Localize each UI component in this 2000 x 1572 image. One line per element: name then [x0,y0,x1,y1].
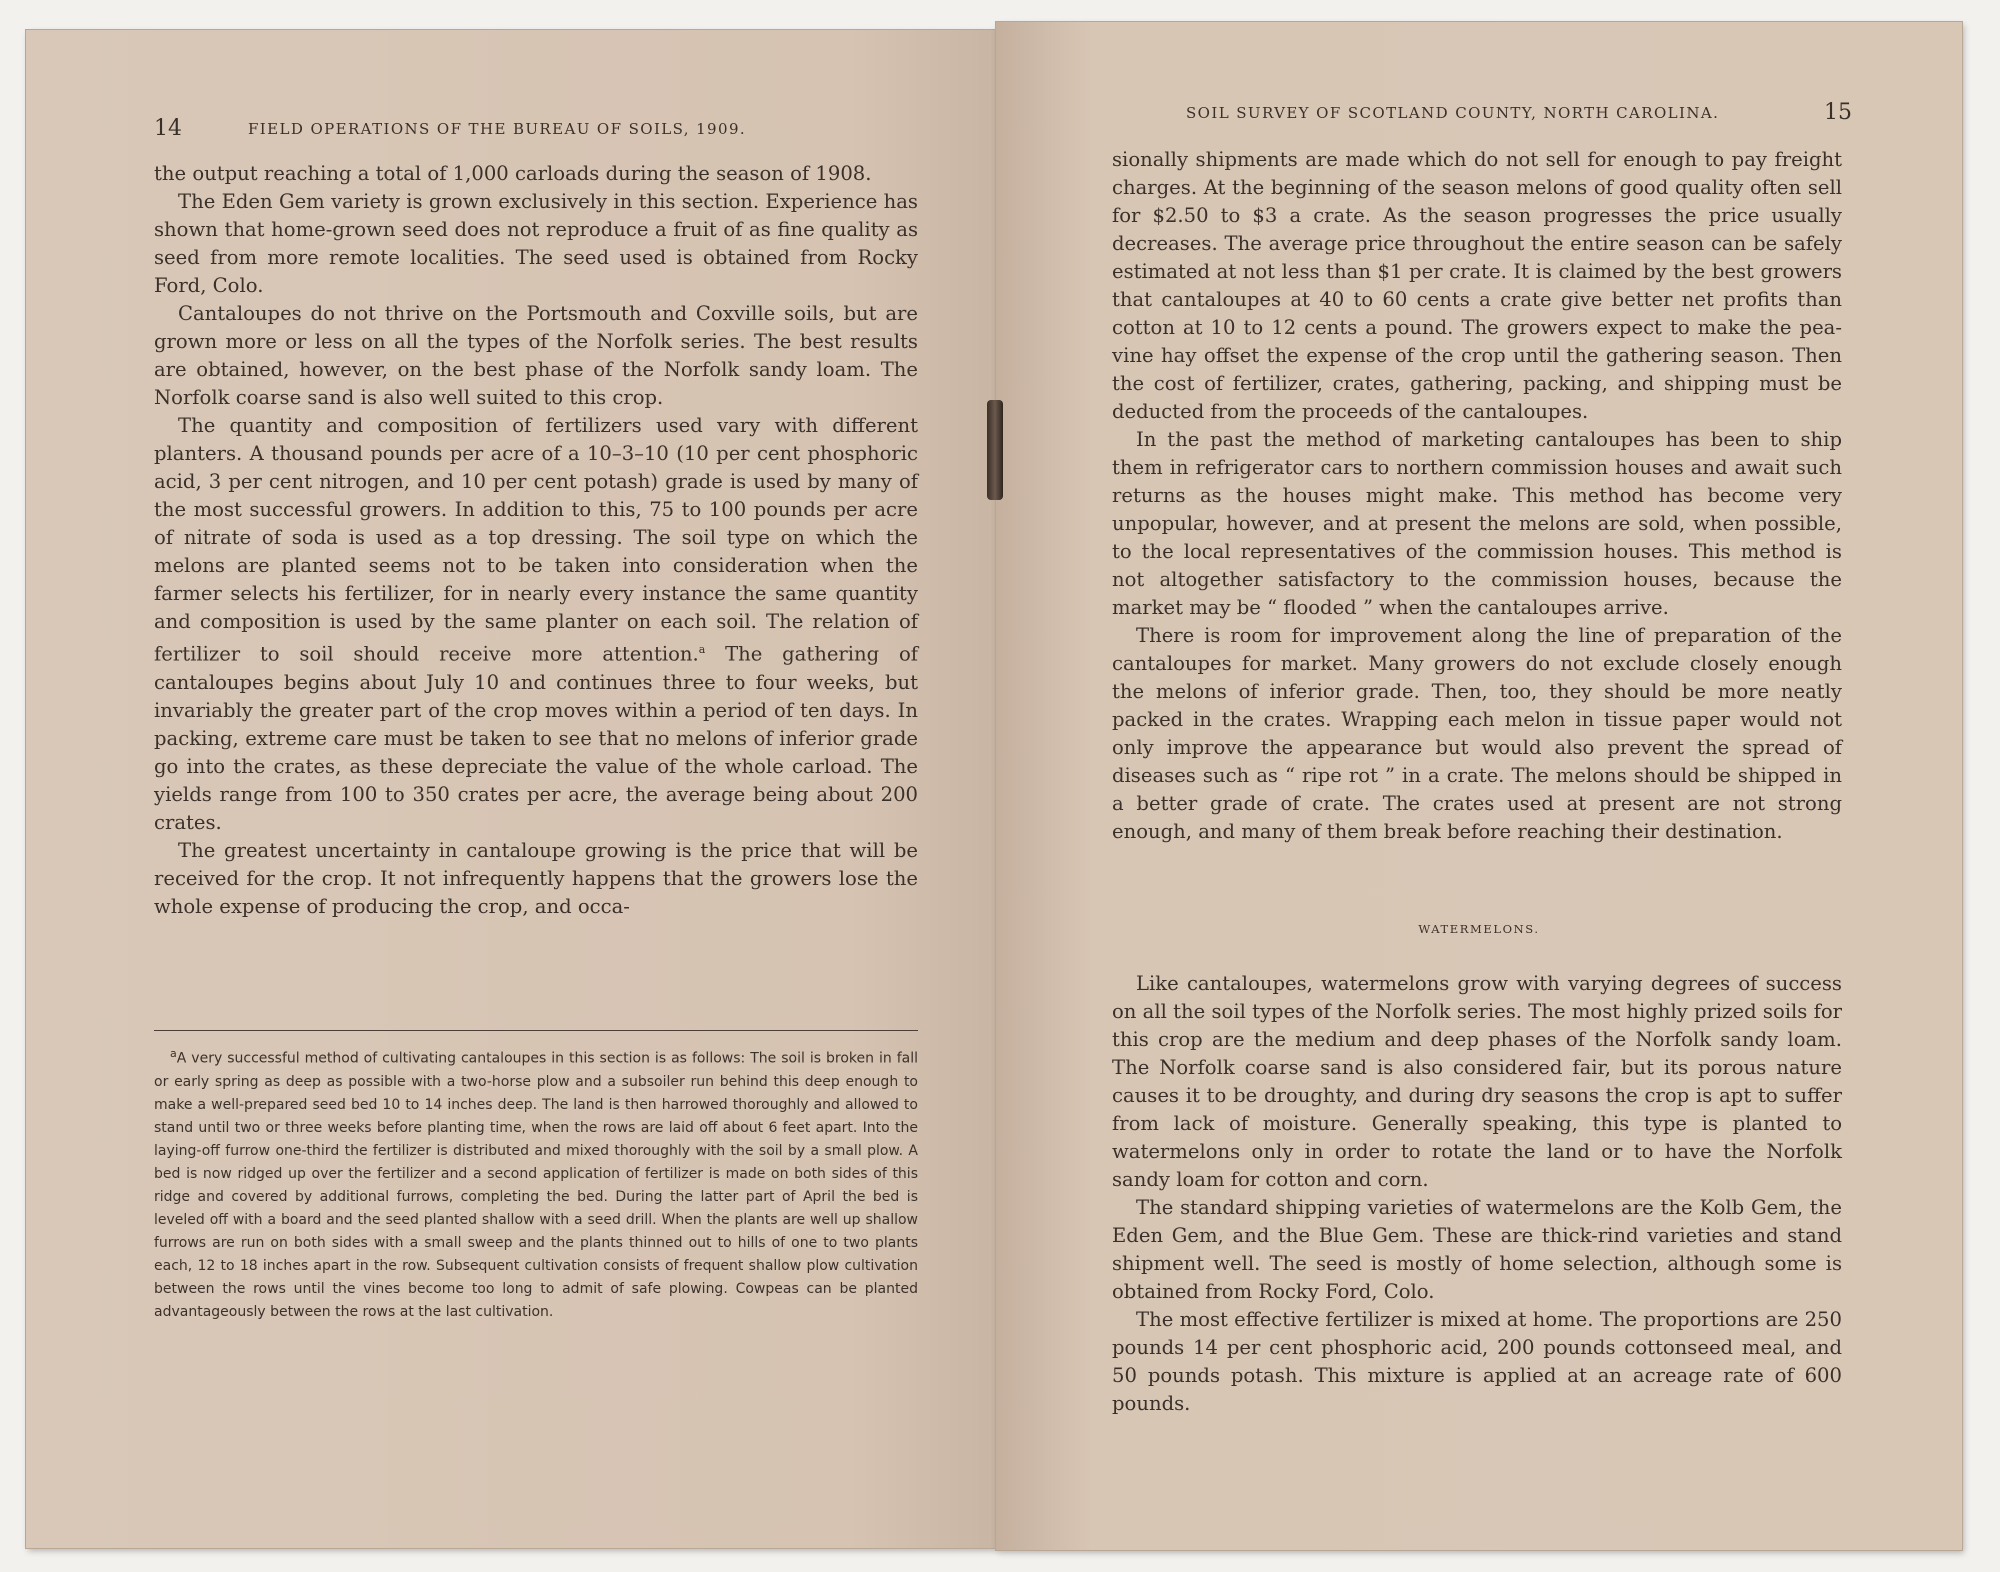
right-page-number: 15 [1824,100,1852,125]
left-running-title: FIELD OPERATIONS OF THE BUREAU OF SOILS, 1909. [248,120,747,138]
left-paragraph-2: The Eden Gem variety is grown exclusively in this section. Experience has shown that home-grown seed does not reproduce a fruit of as fine quality as seed from more remote localities. The seed used is obtained from Rocky Ford, Colo. [154,190,918,297]
right-running-title: SOIL SURVEY OF SCOTLAND COUNTY, NORTH CAROLINA. [1186,104,1720,122]
right-paragraph-4: Like cantaloupes, watermelons grow with varying degrees of success on all the soil types of the Norfolk series. The most highly prized soils for this crop are the medium and deep phases of the Norfolk sandy loam. The Norfolk coarse sand is also considered fair, but its porous nature causes it to be droughty, and during dry seasons the crop is apt to suffer from lack of moisture. Generally speaking, this type is planted to watermelons only in order to rotate the land or to have the Norfolk sandy loam for cotton and corn. [1112,972,1842,1191]
right-paragraph-6: The most effective fertilizer is mixed at home. The proportions are 250 pounds 14 per cent phosphoric acid, 200 pounds cottonseed meal, and 50 pounds potash. This mixture is applied at an acreage rate of 600 pounds. [1112,1308,1842,1415]
left-body [154,160,918,921]
footnote-text: A very successful method of cultivating cantaloupes in this section is as follows: The soil is broken in fall or early spring as deep as possible with a two-horse plow and a subsoiler run behind this deep enough to make a well-prepared seed bed 10 to 14 inches deep. The land is then harrowed thoroughly and allowed to stand until two or three weeks before planting time, when the rows are laid off about 6 feet apart. Into the laying-off furrow one-third the fertilizer is distributed and mixed thoroughly with the soil by a small plow. A bed is now ridged up over the fertilizer and a second application of fertilizer is made on both sides of this ridge and covered by additional furrows, completing the bed. During the latter part of April the bed is leveled off with a board and the seed planted shallow with a seed drill. When the plants are well up shallow furrows are run on both sides with a small sweep and the plants thinned out to hills of one to two plants each, 12 to 18 inches apart in the row. Subsequent cultivation consists of frequent shallow plow cultivation between the rows until the vines become too long to admit of safe plowing. Cowpeas can be planted advantageously between the rows at the last cultivation. [154,1050,918,1320]
right-paragraph-5: The standard shipping varieties of watermelons are the Kolb Gem, the Eden Gem, and the Blue Gem. These are thick-rind varieties and stand shipment well. The seed is mostly of home selection, although some is obtained from Rocky Ford, Colo. [1112,1196,1842,1303]
footnote-rule [154,1030,918,1031]
right-paragraph-3: There is room for improvement along the line of preparation of the cantaloupes for market. Many growers do not exclude closely enough the melons of inferior grade. Then, too, they should be more neatly packed in the crates. Wrapping each melon in tissue paper would not only improve the appearance but would also prevent the spread of diseases such as “ ripe rot ” in a crate. The melons should be shipped in a better grade of crate. The crates used at present are not strong enough, and many of them break before reaching their destination. [1112,624,1842,843]
right-body-bottom [1112,970,1842,1418]
right-page [996,22,1962,1550]
left-paragraph-5: The greatest uncertainty in cantaloupe growing is the price that will be received for the crop. It not infrequently happens that the growers lose the whole expense of producing the crop, and occa- [154,838,918,918]
left-paragraph-3: Cantaloupes do not thrive on the Portsmouth and Coxville soils, but are grown more or less on all the types of the Norfolk series. The best results are obtained, however, on the best phase of the Norfolk sandy loam. The Norfolk coarse sand is also well suited to this crop. [154,302,918,409]
left-footnote [154,1042,918,1324]
section-heading-watermelons: WATERMELONS. [1418,922,1540,936]
right-paragraph-1: sionally shipments are made which do not sell for enough to pay freight charges. At the beginning of the season melons of good quality often sell for $2.50 to $3 a crate. As the season progresses the price usually decreases. The average price throughout the entire season can be safely estimated at not less than $1 per crate. It is claimed by the best growers that cantaloupes at 40 to 60 cents a crate give better net profits than cotton at 10 to 12 cents a pound. The growers expect to make the pea-vine hay offset the expense of the crop until the gathering season. Then the cost of fertilizer, crates, gathering, packing, and shipping must be deducted from the proceeds of the cantaloupes. [1112,148,1842,423]
right-body-top [1112,146,1842,846]
left-paragraph-1: the output reaching a total of 1,000 carloads during the season of 1908. [154,162,872,185]
binding-thread [987,400,1003,500]
footnote-ref-marker: a [698,643,706,656]
left-page-number: 14 [154,116,182,141]
left-page [26,30,996,1548]
right-paragraph-2: In the past the method of marketing cantaloupes has been to ship them in refrigerator cars to northern commission houses and await such returns as the houses might make. This method has become very unpopular, however, and at present the melons are sold, when possible, to the local representatives of the commission houses. This method is not altogether satisfactory to the commission houses, because the market may be “ flooded ” when the cantaloupes arrive. [1112,428,1842,619]
footnote-marker: a [170,1047,177,1060]
left-paragraph-4 [154,412,918,837]
left-paragraph-4b-text: The gathering of cantaloupes begins about July 10 and continues three to four weeks, but invariably the greater part of the crop moves within a period of ten days. In packing, extreme care must be taken to see that no melons of inferior grade go into the crates, as these depreciate the value of the whole carload. The yields range from 100 to 350 crates per acre, the average being about 200 crates. [154,642,919,834]
left-paragraph-4-text: The quantity and composition of fertilizers used vary with different planters. A thousand pounds per acre of a 10–3–10 (10 per cent phosphoric acid, 3 per cent nitrogen, and 10 per cent potash) grade is used by many of the most successful growers. In addition to this, 75 to 100 pounds per acre of nitrate of soda is used as a top dressing. The soil type on which the melons are planted seems not to be taken into consideration when the farmer selects his fertilizer, for in nearly every instance the same quantity and composition is used by the same planter on each soil. The relation of fertilizer to soil should receive more attention. [154,414,918,666]
footnote-paragraph [154,1042,918,1324]
